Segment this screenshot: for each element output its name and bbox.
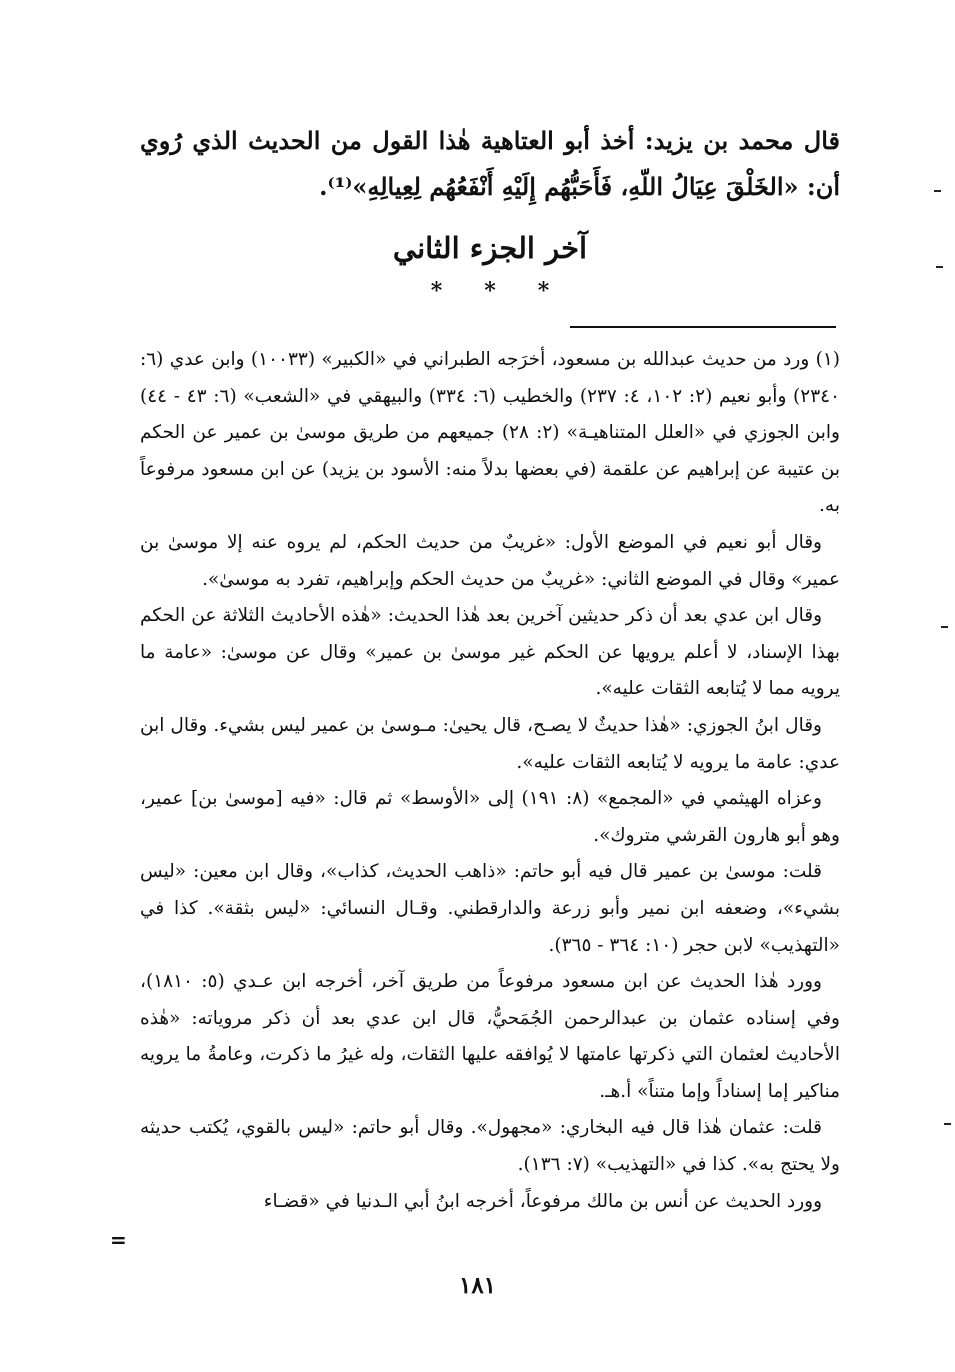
scan-mark <box>936 266 943 268</box>
footnote-paragraph: وورد الحديث عن أنس بن مالك مرفوعاً، أخرجه ابنُ أبي الـدنيا في «قضـاء <box>263 1190 822 1212</box>
separator-stars: *** <box>430 278 592 304</box>
main-paragraph: قال محمد بن يزيد: أخذ أبو العتاهية هٰذا القول من الحديث الذي رُوي أن: «الخَلْقَ عِيَالُ اللّهِ، فَأَحَبُّهُم إِلَيْهِ أَنْفَعُهُم لِعِيالِهِ»⁽¹⁾. <box>140 126 840 201</box>
footnote-paragraph: قلت: عثمان هٰذا قال فيه البخاري: «مجهول». وقال أبو حاتم: «ليس بالقوي، يُكتب حديثه ولا يحتج به». كذا في «التهذيب» (٧: ١٣٦). <box>140 1117 840 1176</box>
continuation-mark: = <box>110 1228 127 1252</box>
footnote-paragraph: وورد هٰذا الحديث عن ابن مسعود مرفوعاً من طريق آخر، أخرجه ابن عـدي (٥: ١٨١٠)، وفي إسناده عثمان بن عبدالرحمن الجُمَحيُّ، قال ابن عدي بعد أن ذكر مروياته: «هٰذه الأحاديث لعثمان التي ذكرتها عامتها لا يُوافقه عليها الثقات، وله غيرُ ما ذكرت، وعامةُ ما يرويه مناكير إما إسناداً وإما متناً» أ.هـ. <box>140 971 840 1102</box>
scan-mark <box>934 190 941 192</box>
footnotes <box>140 342 840 1220</box>
footnote-paragraph: وقال ابن عدي بعد أن ذكر حديثين آخرين بعد هٰذا الحديث: «هٰذه الأحاديث الثلاثة عن الحكم بهذا الإسناد، لا أعلم يرويها عن الحكم غير موسىٰ بن عمير» وقال عن موسىٰ: «عامة ما يرويه مما لا يُتابعه الثقات عليه». <box>140 605 840 700</box>
page-number: ١٨١ <box>458 1272 497 1299</box>
section-separator-stars <box>140 278 840 304</box>
chapter-end-heading: آخر الجزء الثاني <box>392 231 588 265</box>
footnote-paragraph: وعزاه الهيثمي في «المجمع» (٨: ١٩١) إلى «الأوسط» ثم قال: «فيه [موسىٰ بن] عمير، وهو أبو هارون القرشي متروك». <box>140 788 840 846</box>
footnote-paragraph: وقال ابنُ الجوزي: «هٰذا حديثٌ لا يصـح، قال يحيىٰ: مـوسىٰ بن عمير ليس بشيء. وقال ابن عدي: عامة ما يرويه لا يُتابعه الثقات عليه». <box>140 714 840 773</box>
footnote-paragraph: وقال أبو نعيم في الموضع الأول: «غريبٌ من حديث الحكم، لم يروه عنه إلا موسىٰ بن عمير» وقال في الموضع الثاني: «غريبٌ من حديث الحكم وإبراهيم، تفرد به موسىٰ». <box>140 531 840 590</box>
footnote-rule <box>570 326 836 328</box>
footnote-paragraph: (١) ورد من حديث عبدالله بن مسعود، أخرَجه الطبراني في «الكبير» (١٠٠٣٣) وابن عدي (٦: ٢٣٤٠) وأبو نعيم (٢: ١٠٢، ٤: ٢٣٧) والخطيب (٦: ٣٣٤) والبيهقي في «الشعب» (٦: ٤٣ - ٤٤) وابن الجوزي في «العلل المتناهيـة» (٢: ٢٨) جميعهم من طريق موسىٰ بن عمير عن الحكم بن عتيبة عن إبراهيم عن علقمة (في بعضها بدلاً منه: الأسود بن يزيد) عن ابن مسعود مرفوعاً به. <box>140 349 841 517</box>
scan-mark <box>941 626 948 628</box>
scan-mark <box>944 1123 951 1125</box>
footnote-paragraph: قلت: موسىٰ بن عمير قال فيه أبو حاتم: «ذاهب الحديث، كذاب»، وقال ابن معين: «ليس بشيء»، وضعفه ابن نمير وأبو زرعة والدارقطني. وقـال النسائي: «ليس بثقة». كذا في «التهذيب» لابن حجر (١٠: ٣٦٤ - ٣٦٥). <box>140 861 840 956</box>
